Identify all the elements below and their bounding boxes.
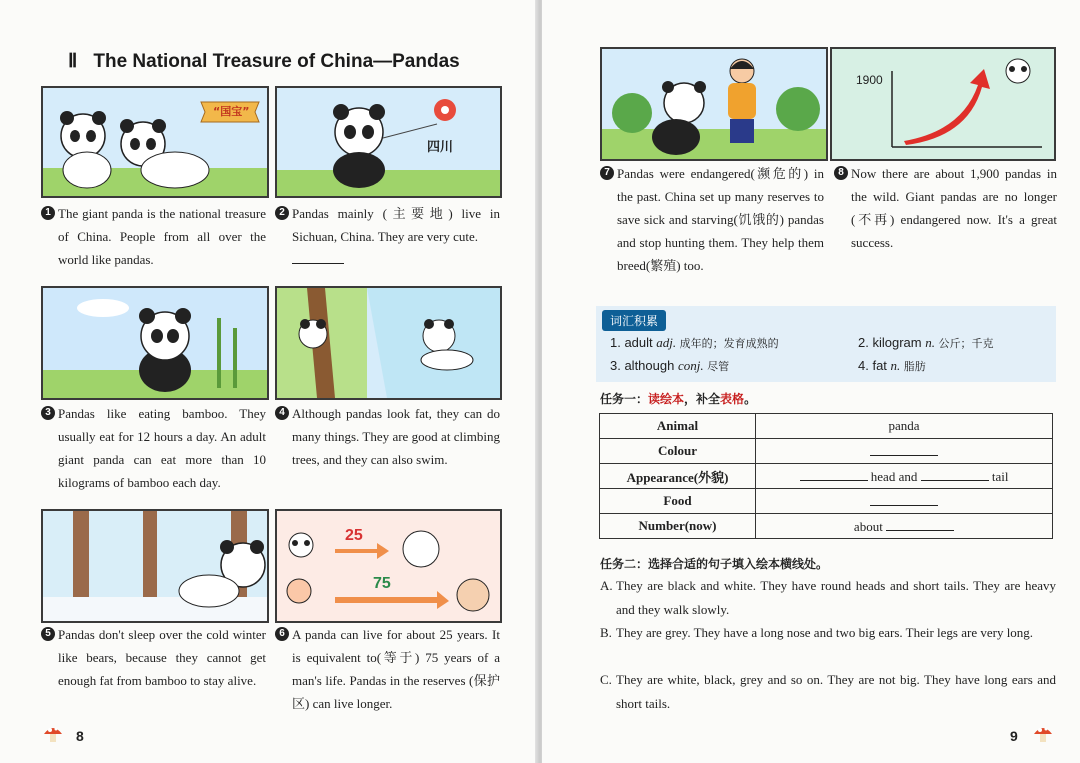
option-b[interactable]: B. They are grey. They have a long nose and two big ears. Their legs are very long. bbox=[600, 625, 1034, 640]
table-cell: about bbox=[756, 514, 1053, 539]
panel-8-growth-graph bbox=[830, 47, 1056, 161]
left-page bbox=[0, 0, 538, 763]
page-number-left: 8 bbox=[76, 728, 84, 744]
table-header-cell: Food bbox=[600, 489, 756, 514]
vocab-item-4: 4. fat n. 脂肪 bbox=[858, 358, 926, 373]
table-row bbox=[600, 489, 1053, 514]
caption-3: 3 Pandas like eating bamboo. They usually eat for 12 hours a day. An adult giant panda can eat more than 10 kilograms of bamboo each day. bbox=[58, 402, 266, 494]
bamboo-eating-illustration bbox=[43, 288, 267, 398]
caption-1: 1 The giant panda is the national treasure of China. People from all over the world like pandas. bbox=[58, 202, 266, 271]
panda-info-table bbox=[599, 413, 1053, 539]
caption-7: 7 Pandas were endangered(濒危的) in the past. China set up many reserves to save sick and starving(饥饿的) pandas and stop hunting them. They help them breed(繁殖) too. bbox=[617, 162, 824, 277]
caption-6: 6 A panda can live for about 25 years. It is equivalent to(等于) 75 years of a man's life. Pandas in the reserves (保护区) can live longer. bbox=[292, 623, 500, 715]
table-cell: panda bbox=[756, 414, 1053, 439]
panel-5-winter bbox=[41, 509, 269, 623]
head-answer-blank[interactable] bbox=[800, 468, 868, 481]
answer-blank[interactable] bbox=[292, 249, 344, 264]
caption-4: 4 Although pandas look fat, they can do many things. They are good at climbing trees, and they can also swim. bbox=[292, 402, 500, 471]
task-1-heading: 任务一：读绘本，补全表格。 bbox=[600, 392, 757, 406]
page-number-right: 9 bbox=[1010, 728, 1018, 744]
table-header-cell: Appearance(外貌) bbox=[600, 464, 756, 489]
right-page bbox=[542, 0, 1080, 763]
climbing-swimming-illustration bbox=[277, 288, 500, 398]
vocabulary-tag: 词汇积累 bbox=[602, 310, 666, 331]
treasure-label: “国宝” bbox=[213, 105, 250, 118]
panel-2-sichuan bbox=[275, 86, 502, 198]
age-75-label: 75 bbox=[373, 575, 391, 592]
table-row bbox=[600, 514, 1053, 539]
panel-3-bamboo bbox=[41, 286, 269, 400]
table-header-cell: Number(now) bbox=[600, 514, 756, 539]
age-25-label: 25 bbox=[345, 527, 363, 544]
table-header-cell: Colour bbox=[600, 439, 756, 464]
sichuan-map-illustration bbox=[277, 88, 500, 196]
tail-answer-blank[interactable] bbox=[921, 468, 989, 481]
panel-4-climbing bbox=[275, 286, 502, 400]
food-answer-blank[interactable] bbox=[870, 493, 938, 506]
option-a[interactable]: A. They are black and white. They have round heads and short tails. They are heavy and they walk slowly. bbox=[600, 578, 1056, 617]
option-c[interactable]: C. They are white, black, grey and so on. They are not big. They have long ears and short tails. bbox=[600, 672, 1056, 711]
page-title bbox=[68, 50, 460, 73]
task-2-heading: 任务二：选择合适的句子填入绘本横线处。 bbox=[600, 557, 829, 571]
title-text: The National Treasure of China—Pandas bbox=[93, 51, 460, 72]
mushroom-icon bbox=[42, 722, 64, 744]
table-row bbox=[600, 414, 1053, 439]
table-cell: head and tail bbox=[756, 464, 1053, 489]
growth-arrow-illustration bbox=[832, 49, 1054, 159]
mushroom-icon bbox=[1032, 722, 1054, 744]
year-1900-label: 1900 bbox=[856, 73, 883, 87]
table-header-cell: Animal bbox=[600, 414, 756, 439]
vocabulary-box bbox=[596, 306, 1056, 382]
caption-8: 8 Now there are about 1,900 pandas in the wild. Giant pandas are no longer (不再) endangered now. It's a great success. bbox=[851, 162, 1057, 254]
title-numeral: Ⅱ bbox=[68, 51, 78, 72]
winter-illustration bbox=[43, 511, 267, 621]
panel-7-reserve bbox=[600, 47, 828, 161]
table-row bbox=[600, 439, 1053, 464]
panel-1-pandas-treasure bbox=[41, 86, 269, 198]
sichuan-label: 四川 bbox=[427, 140, 454, 155]
vocab-item-1: 1. adult adj. 成年的；发育成熟的 bbox=[610, 335, 779, 350]
table-cell bbox=[756, 439, 1053, 464]
number-answer-blank[interactable] bbox=[886, 518, 954, 531]
lifespan-illustration bbox=[277, 511, 500, 621]
reserve-illustration bbox=[602, 49, 826, 159]
vocab-item-2: 2. kilogram n. 公斤；千克 bbox=[858, 335, 994, 350]
panel-6-lifespan bbox=[275, 509, 502, 623]
colour-answer-blank[interactable] bbox=[870, 443, 938, 456]
table-row bbox=[600, 464, 1053, 489]
caption-5: 5 Pandas don't sleep over the cold winter like bears, because they cannot get enough fat from bamboo to stay alive. bbox=[58, 623, 266, 692]
table-cell bbox=[756, 489, 1053, 514]
caption-2: 2 Pandas mainly (主要地) live in Sichuan, China. They are very cute. bbox=[292, 202, 500, 271]
vocab-item-3: 3. although conj. 尽管 bbox=[610, 358, 730, 373]
